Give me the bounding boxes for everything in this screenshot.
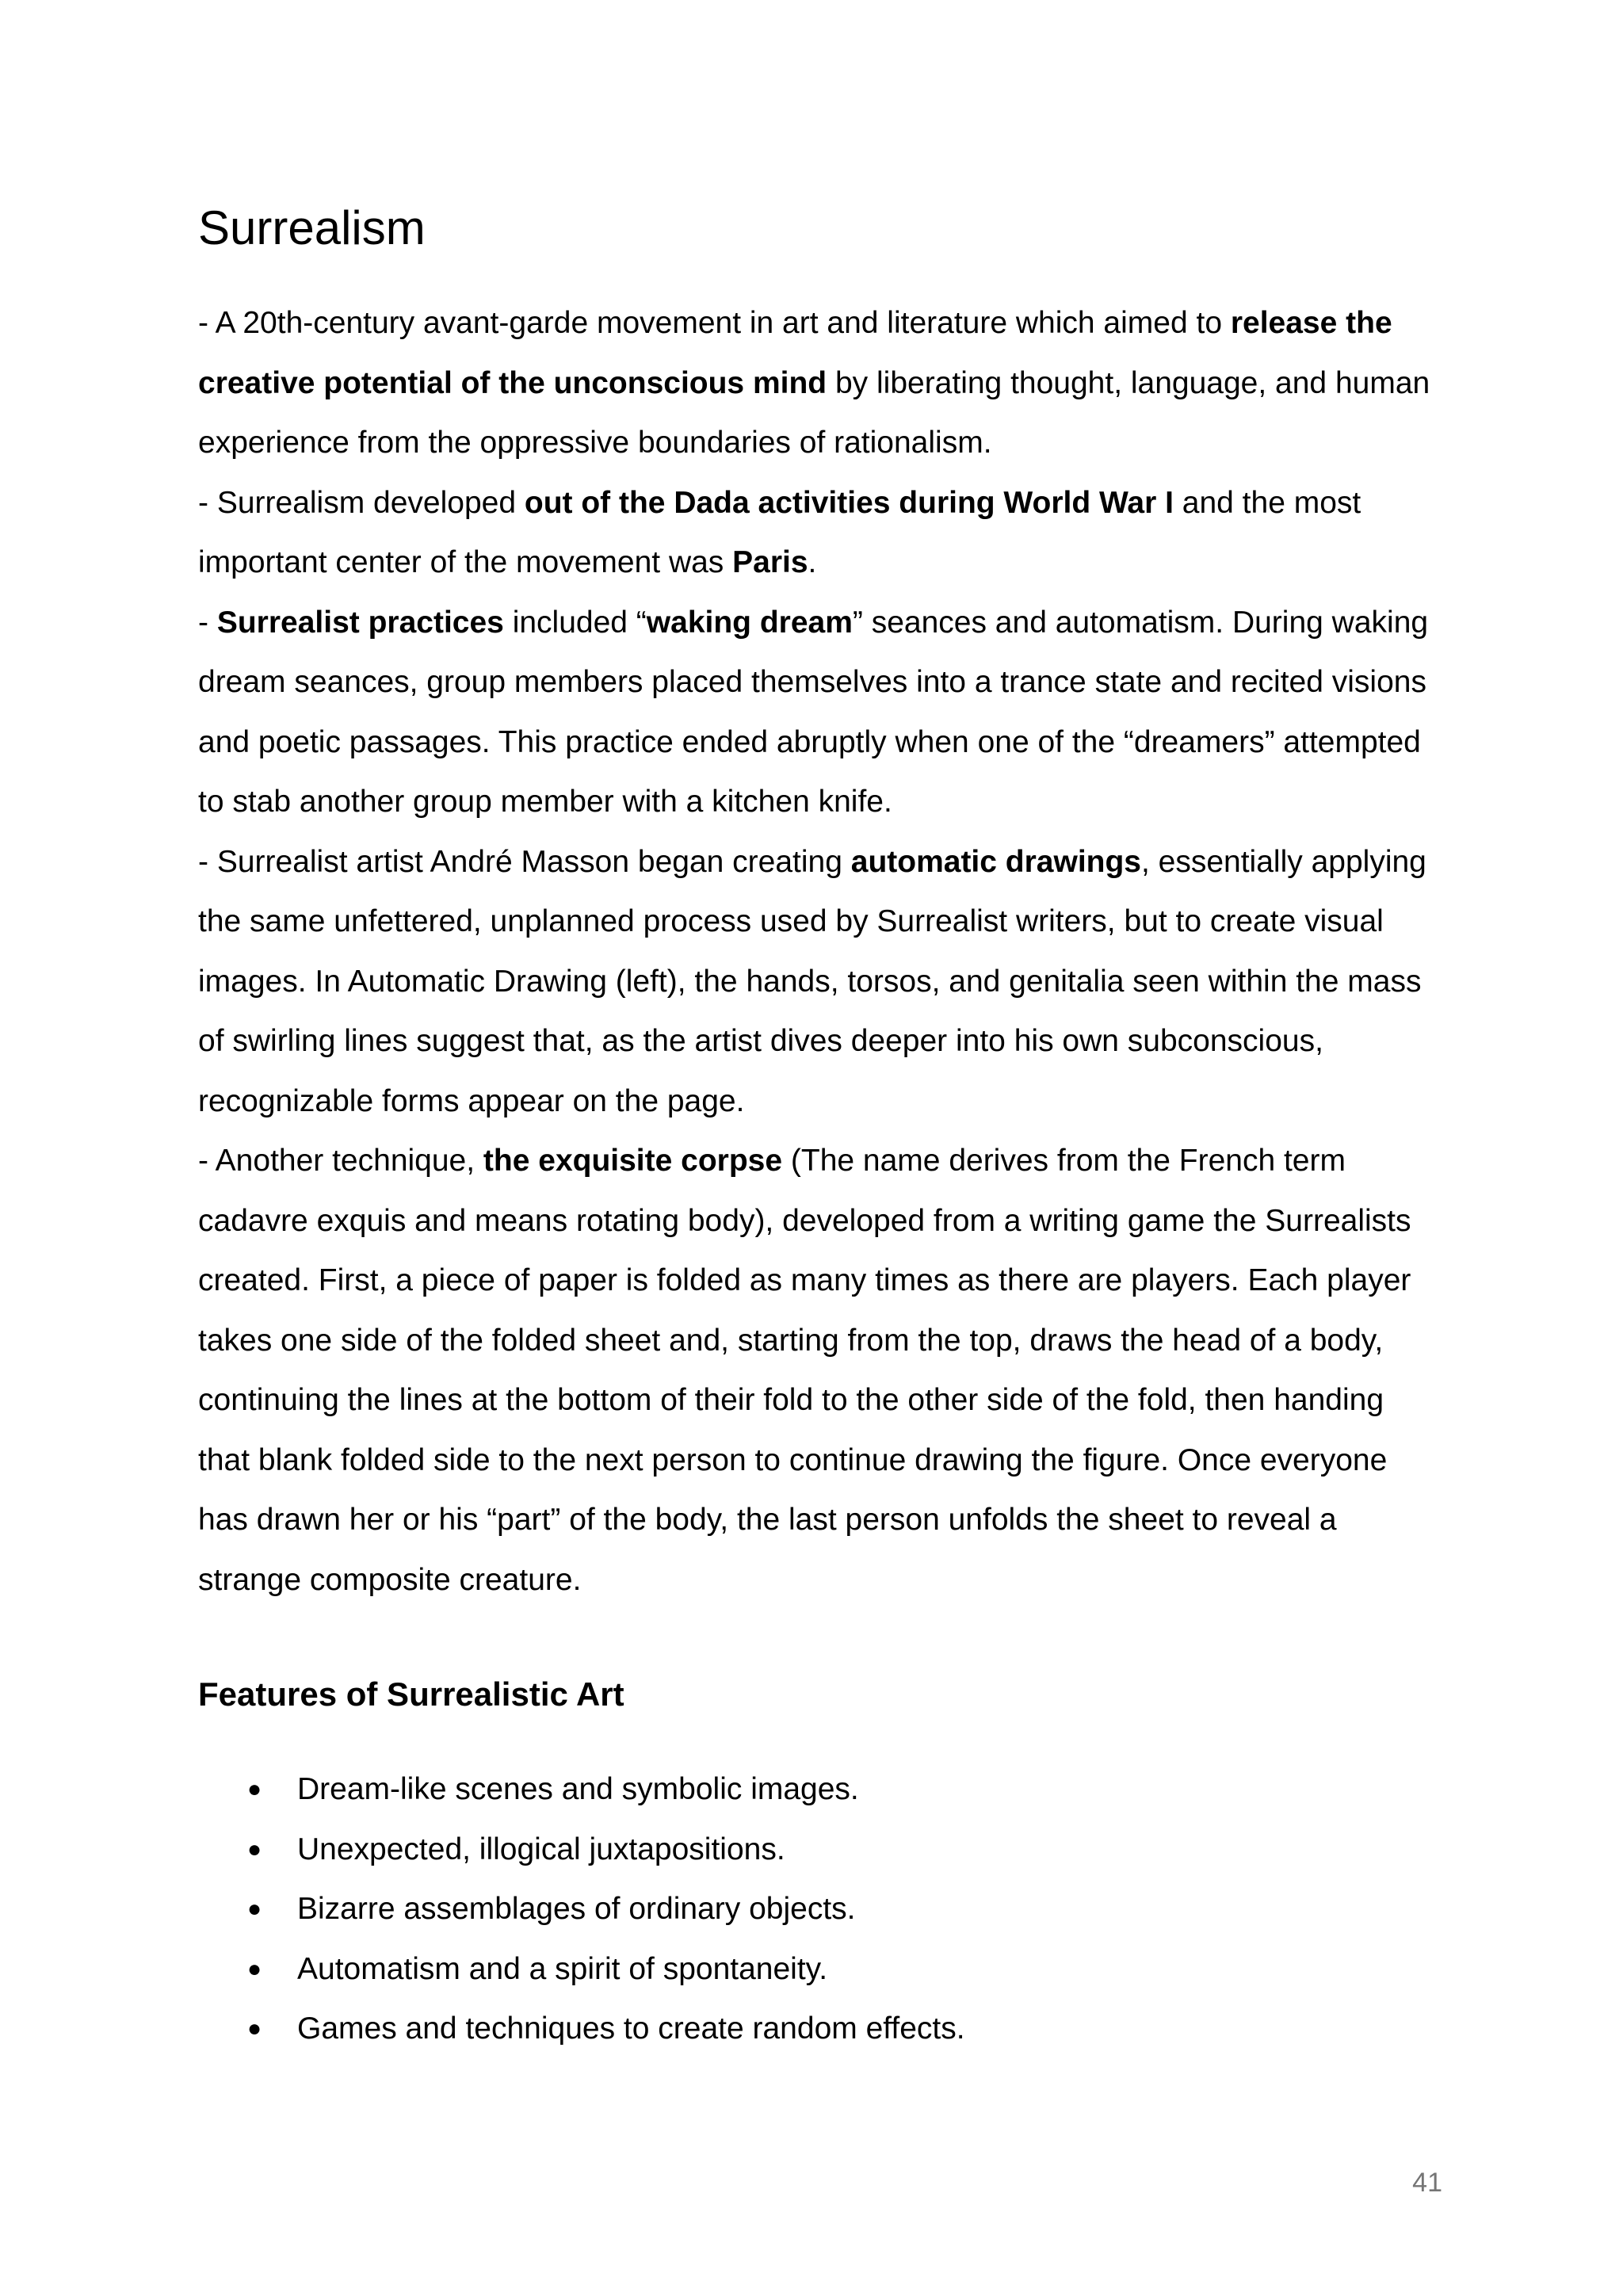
bold-text-segment: waking dream	[646, 605, 853, 640]
text-segment: - Another technique,	[198, 1144, 483, 1178]
text-segment: , essentially applying the same unfettered, unplanned process used by Surrealist writers, but to create visual images. In Automatic Drawing (left), the hands, torsos, and genitalia seen within the mass of swirling lines suggest that, as the artist dives deeper into his own subconscious, recognizable forms appear on the page.	[198, 844, 1426, 1118]
bullet-icon: ●	[247, 1896, 262, 1922]
list-item-text: Bizarre assemblages of ordinary objects.	[297, 1892, 856, 1926]
paragraph-practices	[198, 593, 1442, 832]
text-segment: included “	[503, 605, 647, 640]
list-item	[198, 1999, 965, 2059]
list-item	[198, 1939, 965, 2000]
list-item-text: Unexpected, illogical juxtapositions.	[297, 1832, 785, 1866]
list-item-text: Dream-like scenes and symbolic images.	[297, 1772, 859, 1806]
bold-text-segment: out of the Dada activities during World War I	[524, 485, 1174, 520]
page-title: Surrealism	[198, 201, 426, 254]
list-item	[198, 1759, 965, 1820]
bold-text-segment: automatic drawings	[850, 844, 1141, 879]
features-heading: Features of Surrealistic Art	[198, 1675, 624, 1713]
bullet-icon: ●	[247, 1836, 262, 1862]
paragraph-definition	[198, 293, 1442, 473]
paragraph-origins	[198, 473, 1442, 593]
paragraph-exquisite-corpse	[198, 1131, 1442, 1610]
text-segment: - A 20th-century avant-garde movement in art and literature which aimed to	[198, 306, 1231, 340]
list-item	[198, 1820, 965, 1880]
bullet-icon: ●	[247, 1955, 262, 1982]
features-list	[198, 1759, 965, 2059]
list-item-text: Games and techniques to create random effects.	[297, 2011, 965, 2046]
bold-text-segment: Paris	[732, 545, 808, 579]
bullet-icon: ●	[247, 1776, 262, 1802]
paragraph-automatic-drawing	[198, 832, 1442, 1132]
list-item-text: Automatism and a spirit of spontaneity.	[297, 1951, 828, 1986]
text-segment: and the most important center of the movement was	[198, 485, 1361, 579]
page-number: 41	[1412, 2168, 1442, 2198]
bold-text-segment: Surrealist practices	[216, 605, 504, 640]
text-segment: (The name derives from the French term cadavre exquis and means rotating body), developed from a writing game the Surrealists created. First, a piece of paper is folded as many times as there are players. Each player takes one side of the folded sheet and, starting from the top, draws the head of a body, continuing the lines at the bottom of their fold to the other side of the fold, then handing that blank folded side to the next person to continue drawing the figure. Once everyone has drawn her or his “part” of the body, the last person unfolds the sheet to reveal a strange composite creature.	[198, 1144, 1411, 1597]
bold-text-segment: release the creative potential of the unconscious mind	[198, 306, 1392, 400]
text-segment: - Surrealism developed	[198, 485, 525, 520]
text-segment: -	[198, 605, 217, 640]
text-segment: ” seances and automatism. During waking dream seances, group members placed themselves into a trance state and recited visions and poetic passages. This practice ended abruptly when one of the “dreamers” attempted to stab another group member with a kitchen knife.	[198, 605, 1429, 819]
body-text	[198, 293, 1442, 1610]
text-segment: by liberating thought, language, and human experience from the oppressive boundaries of rationalism.	[198, 365, 1430, 460]
text-segment: .	[808, 545, 817, 579]
list-item	[198, 1879, 965, 1939]
bold-text-segment: the exquisite corpse	[483, 1144, 783, 1178]
bullet-icon: ●	[247, 2015, 262, 2042]
text-segment: - Surrealist artist André Masson began creating	[198, 844, 851, 879]
